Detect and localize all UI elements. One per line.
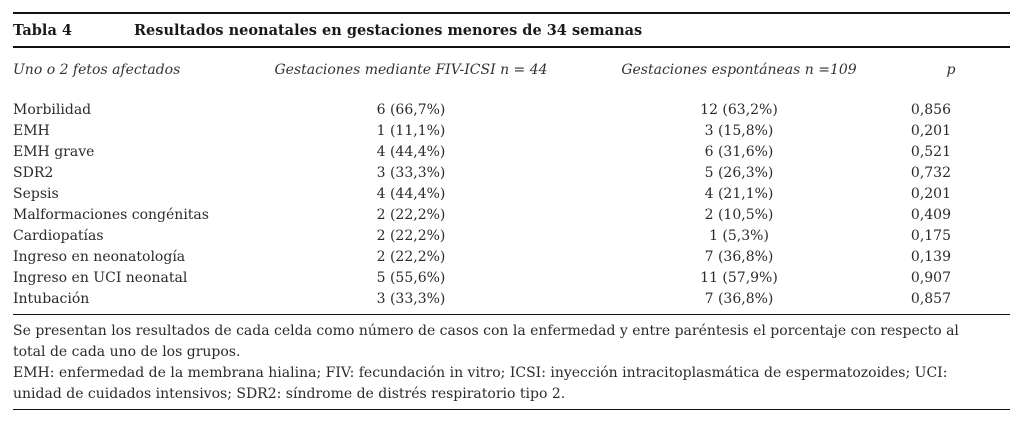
note-line: unidad de cuidados intensivos; SDR2: síndrome de distrés respiratorio tipo 2. [13,386,566,402]
table-caption [13,22,1010,44]
note-line: Se presentan los resultados de cada celda como número de casos con la enfermedad y entre paréntesis el porcentaje con respecto al [13,323,959,339]
p-value: 0,139 [910,249,951,265]
p-value: 0,857 [910,291,951,307]
table-row [13,100,1010,121]
table-row [13,226,1010,247]
bottom-rule [13,409,1010,410]
note-line: EMH: enfermedad de la membrana hialina; FIV: fecundación in vitro; ICSI: inyección intracitoplasmática de espermatozoides; UCI: [13,365,948,381]
row-label: Malformaciones congénitas [13,207,209,223]
p-value: 0,856 [910,102,951,118]
ivf-icsi-value: 3 (33,3%) [376,165,446,181]
row-label: Ingreso en UCI neonatal [13,270,188,286]
table-row [13,205,1010,226]
table-row [13,289,1010,310]
table-row [13,268,1010,289]
ivf-icsi-value: 2 (22,2%) [376,228,446,244]
table-row [13,121,1010,142]
spontaneous-value: 3 (15,8%) [704,123,774,139]
p-value: 0,521 [910,144,951,160]
row-label: EMH [13,123,50,139]
ivf-icsi-value: 4 (44,4%) [376,144,446,160]
p-value: 0,732 [910,165,951,181]
row-label: Intubación [13,291,90,307]
header-p-value: p [946,62,956,78]
table-row [13,184,1010,205]
spontaneous-value: 6 (31,6%) [704,144,774,160]
p-value: 0,175 [910,228,951,244]
spontaneous-value: 12 (63,2%) [700,102,778,118]
table-row [13,247,1010,268]
p-value: 0,201 [910,186,951,202]
row-label: Sepsis [13,186,59,202]
ivf-icsi-value: 2 (22,2%) [376,249,446,265]
table-title: Resultados neonatales en gestaciones menores de 34 semanas [134,22,643,39]
top-rule [13,12,1010,14]
spontaneous-value: 4 (21,1%) [704,186,774,202]
ivf-icsi-value: 1 (11,1%) [376,123,446,139]
table-header [13,62,1010,82]
row-label: Morbilidad [13,102,92,118]
header-affected-fetuses: Uno o 2 fetos afectados [13,62,181,78]
table-body [13,100,1010,310]
row-label: SDR2 [13,165,54,181]
p-value: 0,201 [910,123,951,139]
ivf-icsi-value: 4 (44,4%) [376,186,446,202]
spontaneous-value: 5 (26,3%) [704,165,774,181]
ivf-icsi-value: 5 (55,6%) [376,270,446,286]
row-label: Ingreso en neonatología [13,249,186,265]
ivf-icsi-value: 2 (22,2%) [376,207,446,223]
spontaneous-value: 7 (36,8%) [704,249,774,265]
table-row [13,142,1010,163]
spontaneous-value: 7 (36,8%) [704,291,774,307]
ivf-icsi-value: 6 (66,7%) [376,102,446,118]
body-bottom-rule [13,314,1010,315]
p-value: 0,409 [910,207,951,223]
note-line: total de cada uno de los grupos. [13,344,241,360]
spontaneous-value: 1 (5,3%) [709,228,769,244]
header-spontaneous: Gestaciones espontáneas n =109 [621,62,857,78]
spontaneous-value: 2 (10,5%) [704,207,774,223]
header-ivf-icsi: Gestaciones mediante FIV-ICSI n = 44 [274,62,548,78]
p-value: 0,907 [910,270,951,286]
row-label: EMH grave [13,144,95,160]
table-notes [13,321,1010,405]
table-number: Tabla 4 [13,22,72,39]
spontaneous-value: 11 (57,9%) [700,270,778,286]
table-row [13,163,1010,184]
row-label: Cardiopatías [13,228,104,244]
ivf-icsi-value: 3 (33,3%) [376,291,446,307]
caption-rule [13,46,1010,48]
